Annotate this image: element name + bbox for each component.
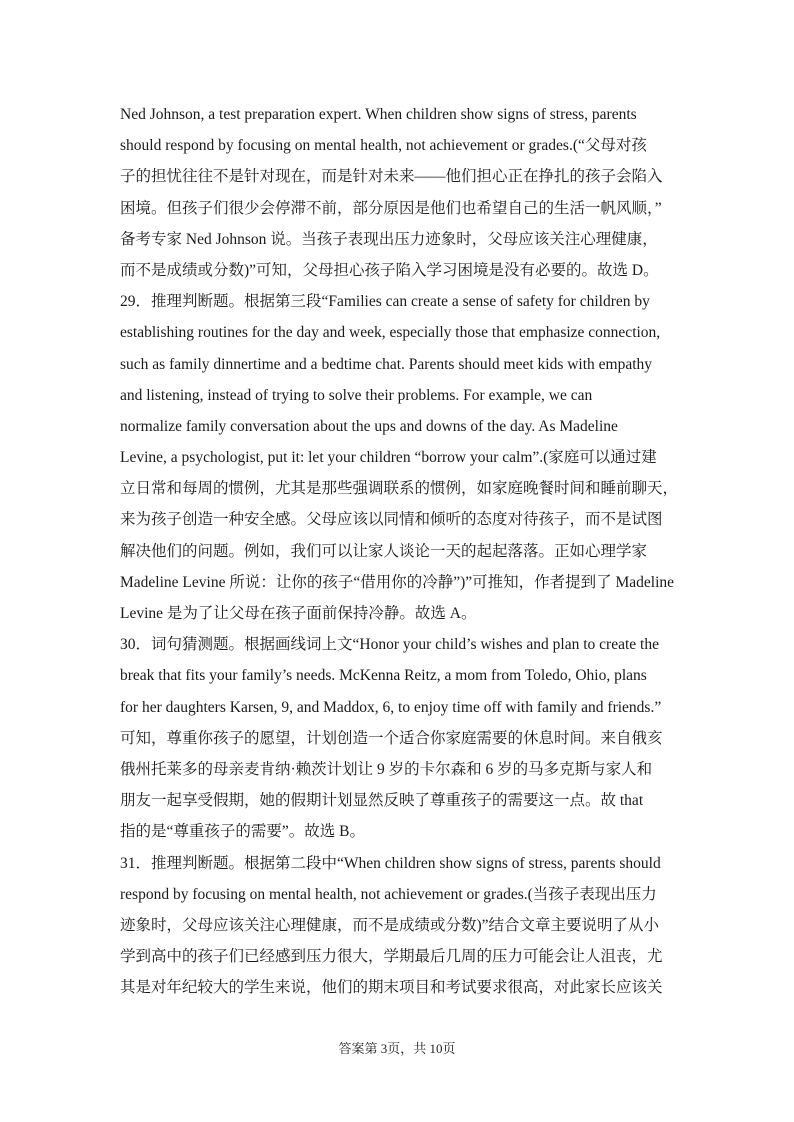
text-line: 来为孩子创造一种安全感。父母应该以同情和倾听的态度对待孩子，而不是试图 [120, 511, 663, 529]
text-line: 而不是成绩或分数)”可知，父母担心孩子陷入学习困境是没有必要的。故选 D。 [120, 261, 659, 279]
text-line: break that fits your family’s needs. McKenna Reitz, a mom from Toledo, Ohio, plans [120, 667, 647, 685]
text-line: respond by focusing on mental health, not achievement or grades.(当孩子表现出压力 [120, 885, 657, 903]
text-line: 朋友一起享受假期，她的假期计划显然反映了尊重孩子的需要这一点。故 that [120, 792, 644, 810]
text-line: 立日常和每周的惯例，尤其是那些强调联系的惯例，如家庭晚餐时间和睡前聊天， [120, 480, 679, 498]
text-line: 可知，尊重你孩子的愿望，计划创造一个适合你家庭需要的休息时间。来自俄亥 [120, 729, 663, 747]
text-line: 30．词句猜测题。根据画线词上文“Honor your child’s wishes and plan to create the [120, 636, 659, 654]
text-line: Levine 是为了让父母在孩子面前保持冷静。故选 A。 [120, 605, 477, 622]
text-line: 其是对年纪较大的学生来说，他们的期末项目和考试要求很高，对此家长应该关 [120, 979, 663, 997]
text-line: 俄州托莱多的母亲麦肯纳·赖茨计划让 9 岁的卡尔森和 6 岁的马多克斯与家人和 [120, 760, 653, 778]
text-line: Madeline Levine 所说：让你的孩子“借用你的冷静”)”可推知，作者提到了 Madeline [120, 573, 675, 591]
text-line: 解决他们的问题。例如，我们可以让家人谈论一天的起起落落。正如心理学家 [120, 542, 648, 560]
text-line: normalize family conversation about the ups and downs of the day. As Madeline [120, 417, 618, 435]
text-line: 学到高中的孩子们已经感到压力很大，学期最后几周的压力可能会让人沮丧，尤 [120, 948, 663, 966]
text-line: 31．推理判断题。根据第二段中“When children show signs of stress, parents should [120, 854, 661, 872]
text-line: Levine, a psychologist, put it: let your children “borrow your calm”.(家庭可以通过建 [120, 449, 657, 467]
text-line: 29．推理判断题。根据第三段“Families can create a sense of safety for children by [120, 293, 650, 311]
text-line: for her daughters Karsen, 9, and Maddox, 6, to enjoy time off with family and friends.” [120, 698, 662, 716]
text-line: 指的是“尊重孩子的需要”。故选 B。 [120, 823, 365, 841]
text-line: Ned Johnson, a test preparation expert. When children show signs of stress, parents [120, 106, 637, 123]
text-line: and listening, instead of trying to solve their problems. For example, we can [120, 386, 593, 404]
text-line: such as family dinnertime and a bedtime chat. Parents should meet kids with empathy [120, 355, 653, 373]
text-line: establishing routines for the day and week, especially those that emphasize connection, [120, 324, 661, 342]
text-line: 子的担忧往往不是针对现在，而是针对未来——他们担心正在挣扎的孩子会陷入 [120, 168, 663, 186]
text-line: should respond by focusing on mental health, not achievement or grades.(“父母对孩 [120, 137, 647, 155]
text-line: 迹象时，父母应该关注心理健康，而不是成绩或分数)”结合文章主要说明了从小 [120, 916, 660, 934]
text-line: 备考专家 Ned Johnson 说。当孩子表现出压力迹象时，父母应该关注心理健康， [120, 230, 658, 248]
page-footer: 答案第 3页，共 10页 [338, 1041, 456, 1056]
answer-text [120, 99, 680, 1003]
text-line: 困境。但孩子们很少会停滞不前，部分原因是他们也希望自己的生活一帆风顺，” [120, 199, 662, 217]
